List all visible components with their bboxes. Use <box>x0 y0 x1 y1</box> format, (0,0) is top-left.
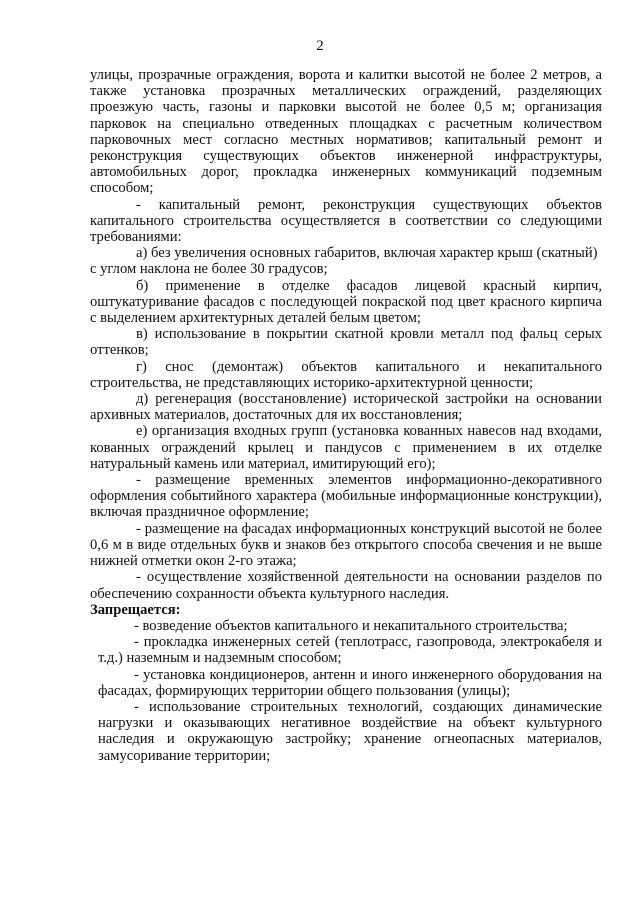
paragraph-item-e: е) организация входных групп (установка кованных навесов над входами, кованных ограждений крылец и пандусов с применением в их отделке натуральный камень или материал, имитирующий его); <box>90 423 602 472</box>
paragraph-facade-signage: - размещение на фасадах информационных конструкций высотой не более 0,6 м в виде отдельных букв и знаков без открытого способа свечения и не выше нижней отметки окон 2-го этажа; <box>90 520 602 570</box>
paragraph-permitted-works: улицы, прозрачные ограждения, ворота и калитки высотой не более 2 метров, а также установка прозрачных металлических ограждений, разделяющих проезжую часть, газоны и парковки высотой не более 0,5 м; организация парковок на специально отведенных площадках с расчетным количеством парковочных мест согласно местных нормативов; капитальный ремонт и реконструкция существующих объектов инженерной инфраструктуры, автомобильных дорог, прокладка инженерных коммуникаций подземным способом; <box>90 67 602 197</box>
paragraph-economic-activity: - осуществление хозяйственной деятельности на основании разделов по обеспечению сохранности объекта культурного наследия. <box>90 569 602 602</box>
paragraph-item-g: г) снос (демонтаж) объектов капитального и некапитального строительства, не представляющих историко-архитектурной ценности; <box>90 358 602 391</box>
paragraph-item-v: в) использование в покрытии скатной кровли металл под фальц серых оттенков; <box>90 326 602 359</box>
paragraph-item-b: б) применение в отделке фасадов лицевой красный кирпич, оштукатуривание фасадов с последующей покраской под цвет красного кирпича с выделением архитектурных деталей белым цветом; <box>90 277 602 327</box>
paragraph-prohibited-equipment: - установка кондиционеров, антенн и иного инженерного оборудования на фасадах, формирующих территории общего пользования (улицы); <box>98 666 602 699</box>
section-heading-prohibited: Запрещается: <box>90 601 181 618</box>
paragraph-item-d: д) регенерация (восстановление) исторической застройки на основании архивных материалов, достаточных для их восстановления; <box>90 391 602 424</box>
paragraph-prohibited-networks: - прокладка инженерных сетей (теплотрасс, газопровода, электрокабеля и т.д.) наземным и надземным способом; <box>98 634 602 667</box>
paragraph-prohibited-technologies: - использование строительных технологий, создающих динамические нагрузки и оказывающих негативное воздействие на объект культурного наследия и окружающую застройку; хранение огнеопасных материалов, замусоривание территории; <box>98 698 602 764</box>
paragraph-prohibited-construction: - возведение объектов капитального и некапитального строительства; <box>134 617 568 634</box>
paragraph-capital-repair: - капитальный ремонт, реконструкция существующих объектов капитального строительства осуществляется в соответствии со следующими требованиями: <box>90 196 602 246</box>
page-number: 2 <box>316 38 324 54</box>
paragraph-item-a: а) без увеличения основных габаритов, включая характер крыш (скатный) <box>136 245 598 262</box>
paragraph-temporary-elements: - размещение временных элементов информационно-декоративного оформления событийного характера (мобильные информационные конструкции), включая праздничное оформление; <box>90 472 602 521</box>
document-body <box>90 67 602 764</box>
paragraph-item-a-continued: с углом наклона не более 30 градусов; <box>90 261 328 278</box>
